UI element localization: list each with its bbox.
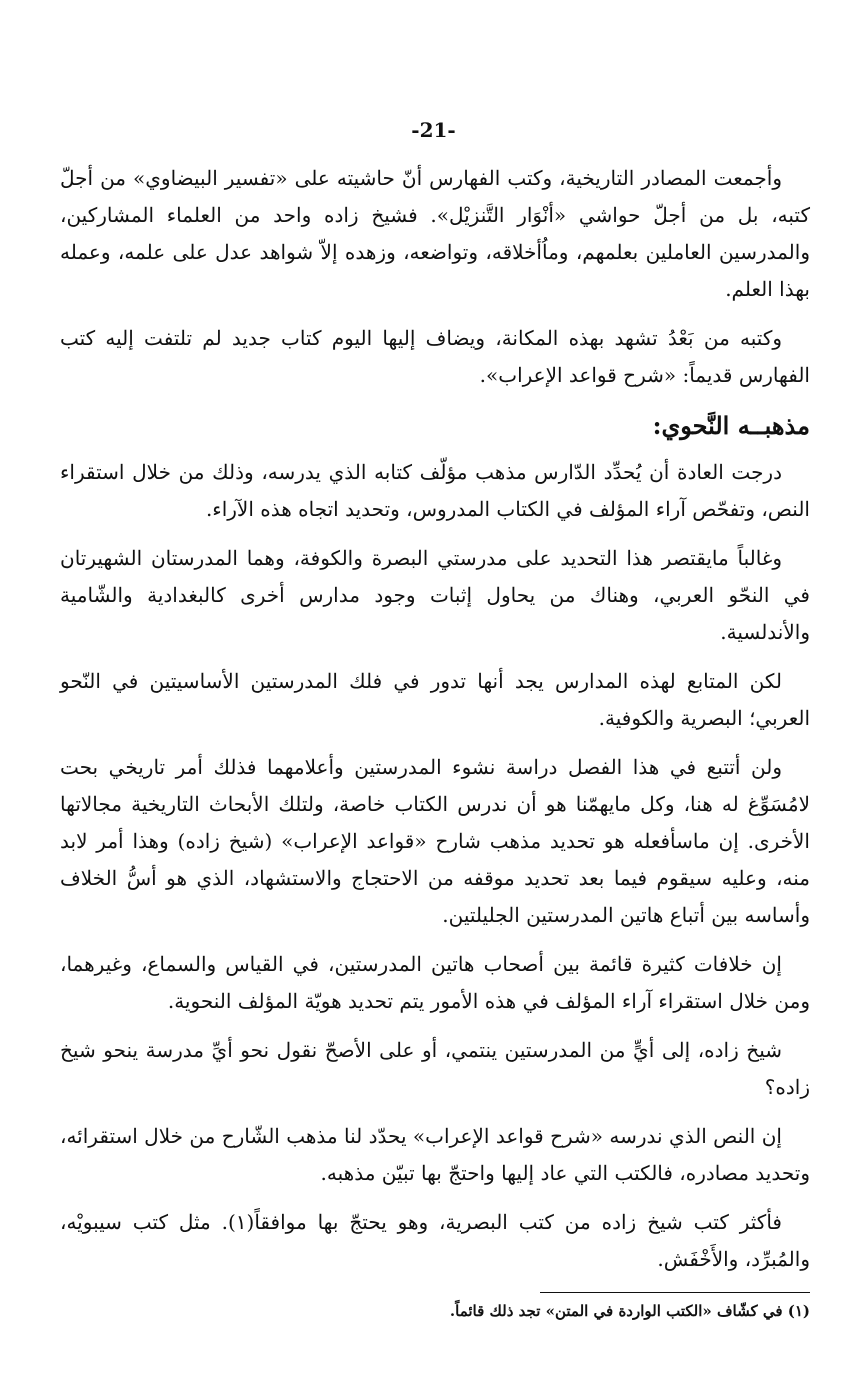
paragraph-9: إن النص الذي ندرسه «شرح قواعد الإعراب» يحدّد لنا مذهب الشّارح من خلال استقرائه، وتحديد مصادره، فالكتب التي عاد إليها واحتجّ بها تبيّن مذهبه. bbox=[60, 1124, 810, 1185]
paragraph-3: درجت العادة أن يُحدِّد الدّارس مذهب مؤلّف كتابه الذي يدرسه، وذلك من خلال استقراء النص، وتفحّص آراء المؤلف في الكتاب المدروس، وتحديد اتجاه هذه الآراء. bbox=[60, 460, 810, 521]
footnote: (١) في كشّاف «الكتب الواردة في المتن» تجد ذلك قائماً. bbox=[449, 1302, 810, 1320]
paragraph-6: ولن أتتبع في هذا الفصل دراسة نشوء المدرستين وأعلامهما فذلك أمر تاريخي بحت لامُسَوِّغ له هنا، وكل مايهمّنا هو أن ندرس الكتاب خاصة، ولتلك الأبحاث التاريخية مجالاتها الأخرى. إن ماسأفعله هو تحديد مذهب شارح «قواعد الإعراب» (شيخ زاده) وهذا أمر لابد منه، وعليه سيقوم فيما بعد تحديد موقفه من الاحتجاج والاستشهاد، الذي هو أسُّ الخلاف وأساسه بين أتباع هاتين المدرستين الجليلتين. bbox=[60, 755, 810, 927]
section-heading: مذهبــه النَّحوي: bbox=[652, 411, 810, 440]
footnote-divider bbox=[540, 1292, 810, 1293]
paragraph-1: وأجمعت المصادر التاريخية، وكتب الفهارس أنّ حاشيته على «تفسير البيضاوي» من أجلّ كتبه، بل من أجلّ حواشي «أنْوَار التَّنزيْل». فشيخ زاده واحد من العلماء المشاركين، والمدرسين العاملين بعلمهم، وماُأخلاقه، وتواضعه، وزهده إلاّ شواهد عدل على علمه، وعمله بهذا العلم. bbox=[60, 166, 810, 301]
paragraph-2: وكتبه من بَعْدُ تشهد بهذه المكانة، ويضاف إليها اليوم كتاب جديد لم تلتفت إليه كتب الفهارس قديماً: «شرح قواعد الإعراب». bbox=[60, 326, 810, 387]
paragraph-4: وغالباً مايقتصر هذا التحديد على مدرستي البصرة والكوفة، وهما المدرستان الشهيرتان في النحّو العربي، وهناك من يحاول إثبات وجود مدارس أخرى كالبغدادية والشّامية والأندلسية. bbox=[60, 546, 810, 644]
page-body bbox=[60, 110, 810, 1323]
paragraph-8: شيخ زاده، إلى أيٍّ من المدرستين ينتمي، أو على الأصحّ نقول نحو أيِّ مدرسة ينحو شيخ زاده؟ bbox=[60, 1038, 810, 1099]
paragraph-5: لكن المتابع لهذه المدارس يجد أنها تدور في فلك المدرستين الأساسيتين في النّحو العربي؛ البصرية والكوفية. bbox=[60, 669, 810, 730]
paragraph-10: فأكثر كتب شيخ زاده من كتب البصرية، وهو يحتجّ بها موافقاً(١). مثل كتب سيبويْه، والمُبرِّد، والأَخْفَش. bbox=[60, 1210, 810, 1271]
page-number: -21- bbox=[411, 118, 456, 142]
paragraph-7: إن خلافات كثيرة قائمة بين أصحاب هاتين المدرستين، في القياس والسماع، وغيرهما، ومن خلال استقراء آراء المؤلف في هذه الأمور يتم تحديد هويّة المؤلف النحوية. bbox=[60, 952, 810, 1013]
